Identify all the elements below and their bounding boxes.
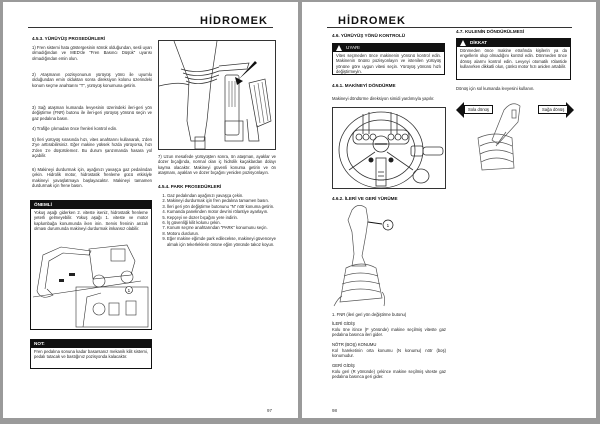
paragraph-6: 6) Makineyi durdurmak için, ayağınızı yavaşça gaz pedalından çekin. Hidrolik motor, hidrostatik frenleme gücü etkisiyle makineyi yavaşlatmaya başlayacaktır. Makineyi tamamen durdurmak için frene basın. [32,167,152,189]
swing-title: 4.7. KULENİN DÖNDÜRÜLMESİ [456,29,525,34]
page-number: 98 [332,408,338,413]
warning-title-text: UYARI [346,45,360,50]
caution-box-text: Dönmeden önce makine etrafında kişilerin ya da engellerin olup olmadığını kontrol edin. Dönmeden önce dönüş alarmı kontrol edin. Levyeyi otomatik rölantide kullanırken dikkatli olun, çünkü motor hızı aniden artabilir. [460,48,567,70]
hidromek-logo: HİDROMEK [200,15,268,27]
paragraph-7: 7) Uzun mesafede yürüyüşten sonra, ön ataşman, ayaklar ve dozer bıçağında, normal olan iç hidrolik kaçaklardan dolayı kayma olacaktır. Makineyi güvenli konuma getirin ve ön ataşmanı, ayakları ve dozer bıçağını yeniden pozisyonlayın. [158,154,276,176]
park-step: 4. Kumanda panelinden motor devrini rölantiye ayarlayın. [167,209,276,214]
header-rule [28,27,273,28]
park-step: 8. Motoru durdurun. [167,231,276,236]
paragraph-3: 3) Sağ ataşman kumanda levyesinin üzerindeki ileri-geri yön değiştirme (FNR) butonu ile ileri-geri yürüyüş yönünü seçin ve gaz pedalına basın. [32,105,152,121]
park-step: 5. Kepçeyi ve dozer bıçağını yere indirin. [167,215,276,220]
park-step: 1. Gaz pedalından ayağınızı yavaşça çekin. [167,193,276,198]
paragraph-4: 4) Trafiğe çıkmadan önce frenleri kontrol edin. [32,126,118,131]
note-box-text: Fren pedalına sonuna kadar basarsanız mekanik kilit sistemi, pedalı tutacak ve bastığınız pozisyonda kalacaktır. [34,349,148,360]
drive-mode-title: NÖTR (BOŞ) KONUMU [332,342,377,347]
steering-title: 4.6.1. MAKİNEYİ DÖNDÜRME [332,83,396,88]
swing-lever-illustration [456,102,576,182]
header-rule [327,27,572,28]
left-page-97 [3,2,298,418]
warning-box-text: Vites seçmeden önce makinenin yönünü kontrol edin. Makinenin önünü pozisyonlayın ve istenilen yürüyüş yönüne göre uygun vitesi seçin. Yürüyüş yönünü hızlı değiştirmeyin. [336,53,441,75]
section-title: 4.5.3. YÜRÜYÜŞ PROSEDÜRLERİ [32,36,105,41]
joystick-fnr-illustration [332,202,412,308]
swing-right-label: Sağa dönüş [538,105,568,114]
steering-wheel-illustration [333,108,446,189]
right-page-98 [302,2,596,418]
swing-text: Dönüş için sol kumanda levyesini kullanın. [456,86,535,91]
drive-mode-text: Kol hareketinin orta konumu (N konumu) nötr (boş) konumudur. [332,348,446,359]
park-title: 4.5.4. PARK PROSEDÜRLERİ [158,184,222,189]
note-box-title: NOT: [31,340,151,348]
section-title: 4.6. YÜRÜYÜŞ YÖNÜ KONTROLÜ [332,33,406,38]
park-steps-list [158,193,276,247]
drive-mode-title: GERİ GİDİŞ [332,363,355,368]
paragraph-1: 1) Fren sistemi hata göstergesinin sönük olduğundan, sesli uyarı olmadığından ve MED'de "Fren Basıncı Düşük" uyarısı olmadığından emin olun. [32,45,152,61]
caution-box-title [457,39,570,47]
important-box [30,200,152,330]
warning-icon [336,45,342,51]
important-box-title: ÖNEMLİ [31,201,151,209]
steering-text: Makineyi döndürme direksiyon simidi yardımıyla yapılır. [332,96,435,101]
warning-box-title [333,44,444,52]
excavator-illustration [31,241,151,329]
steering-wheel-figure [332,107,446,189]
caution-box [456,38,571,80]
paragraph-2: 2) Ataşmanın pozisyonunun yürüyüş yönü ile uyumlu olduğundan emin olduktan sonra direksiyon kolonu üzerindeki konum seçme anahtarını "T", yürüyüş konumuna getirin. [32,72,152,88]
note-box [30,339,152,369]
important-box-text: Yokuş aşağı giderken 2. viteste iseniz, hidrostatik frenleme yeterli gelmeyebilir. Yokuş aşağı 1. viteste ve motor kaplumbağa konumunda iken inin. Servis freninin arızalı olması durumunda makineyi durdurmak imkansız olabilir. [34,210,148,232]
hidromek-logo: HİDROMEK [338,15,406,27]
figure-callout-1: 1 [127,288,131,293]
caution-title-text: DİKKAT [470,40,488,45]
warning-icon [460,40,466,46]
arrow-icon [235,61,257,85]
park-step: 6. İş güvenliği kilit kolunu çekin. [167,220,276,225]
paragraph-5: 5) İleri yürüyüş sırasında hızı, vites anahtarını kullanarak, 1'den 2'ye arttırabilirsiniz. Eğer makine yüksek hızda yürüyorsa, hızı 2'den 1'e düşürülemez. Bu durum şanzımanda hasara yol açabilir. [32,137,152,159]
park-step: 3. İleri geri yön değiştirme butonunu "N" nötr konuma getirin. [167,204,276,209]
drive-mode-title: İLERİ GİDİŞ [332,321,356,326]
park-step: 9. Eğer makine eğimde park edilecekse, makineyi güvenceye almak için tekerleklerin önüne eğim yönünde takoz koyun. [167,236,276,247]
fnr-title: 4.6.2. İLERİ VE GERİ YÜRÜME [332,196,398,201]
swing-left-label: Sola dönüş [464,105,493,114]
fnr-caption: 1. FNR (ileri geri yön değiştirme butonu) [332,312,407,317]
brake-pedal-illustration [159,41,276,150]
pedal-figure [158,40,276,150]
park-step: 7. Konum seçme anahtarından "PARK" konumunu seçin. [167,225,276,230]
drive-mode-text: Kolu geri (R yönünde) çekince makine seçilmiş viteste gaz pedalına basınca geri gider. [332,369,446,380]
fnr-callout-1: 1 [386,223,390,228]
drive-mode-text: Kolu öne itince (F yönünde) makine seçilmiş viteste gaz pedalına basınca ileri gider. [332,327,446,338]
page-number: 97 [267,408,273,413]
park-step: 2. Makineyi durdurmak için fren pedalına tamamen basın. [167,198,276,203]
warning-box [332,43,445,75]
